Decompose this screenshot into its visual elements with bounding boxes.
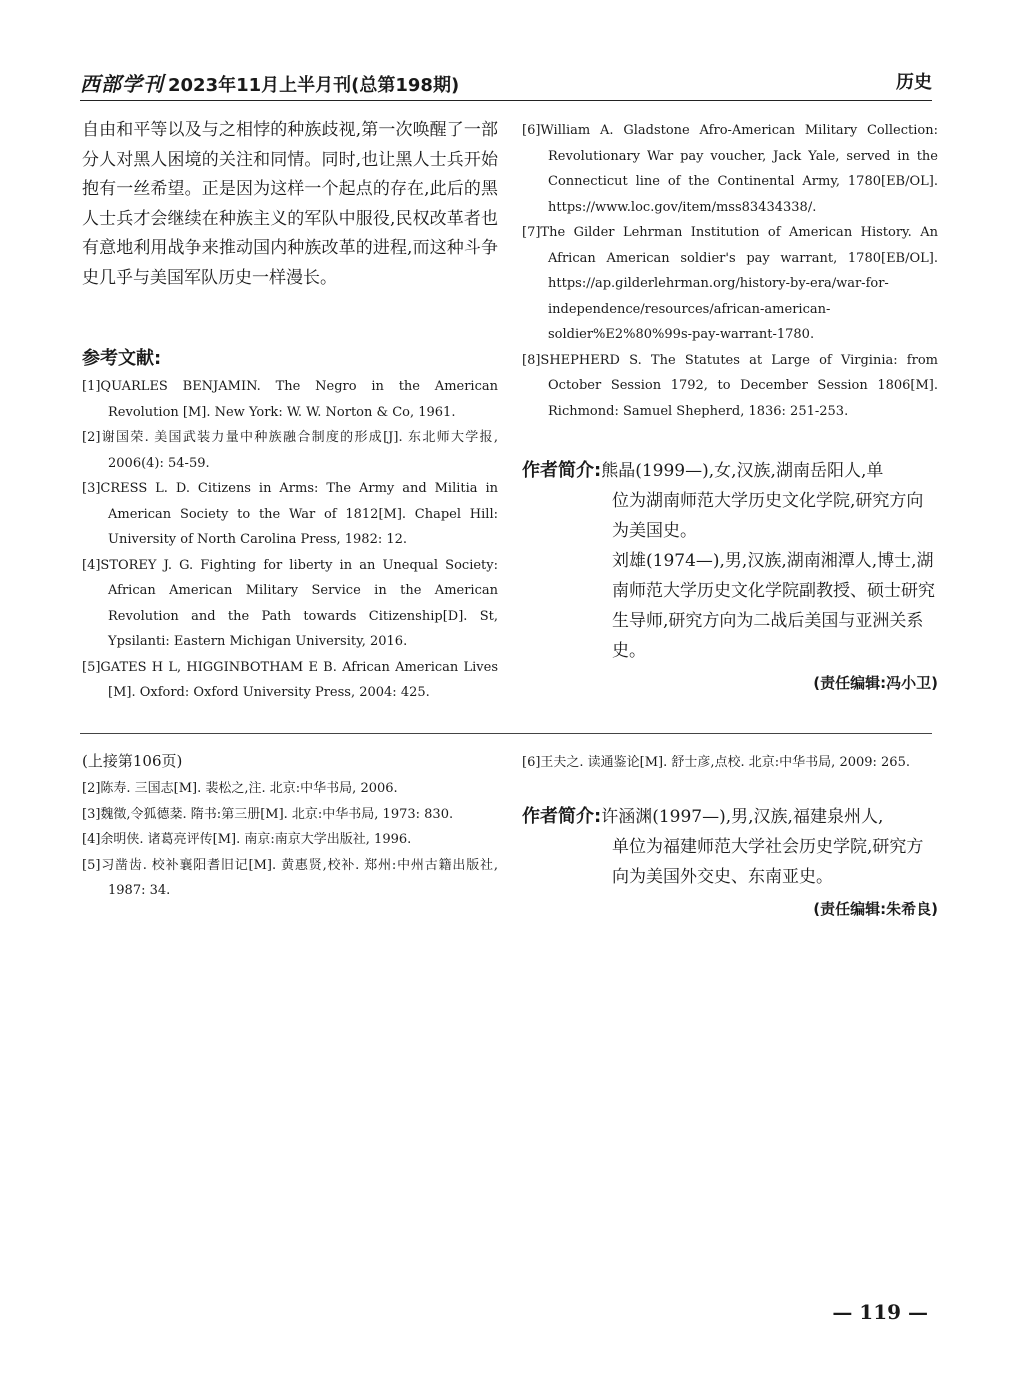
author-2-bio: 刘雄(1974—),男,汉族,湖南湘潭人,博士,湖南师范大学历史文化学院副教授、硕士研究生导师,研究方向为二战后美国与亚洲关系史。 xyxy=(612,551,935,661)
reference-item: [4]余明侠. 诸葛亮评传[M]. 南京:南京大学出版社, 1996. xyxy=(82,832,412,847)
page-header xyxy=(80,64,932,102)
references-list-right xyxy=(522,118,938,424)
author-1-bio xyxy=(522,456,938,666)
responsible-editor: (责任编辑:朱希良) xyxy=(813,900,938,918)
body-paragraph xyxy=(82,116,498,293)
references-list-left xyxy=(82,374,498,706)
body-text: 自由和平等以及与之相悖的种族歧视,第一次唤醒了一部分人对黑人困境的关注和同情。同时,也让黑人士兵开始抱有一丝希望。正是因为这样一个起点的存在,此后的黑人士兵才会继续在种族主义的军队中服役,民权改革者也有意地利用战争来推动国内种族改革的进程,而这种斗争史几乎与美国军队历史一样漫长。 xyxy=(82,120,498,288)
author-3-first-line: 许涵渊(1997—),男,汉族,福建泉州人, xyxy=(601,807,884,827)
journal-logo: 西部学刊 xyxy=(80,72,164,96)
issue-info: 2023年11月上半月刊(总第198期) xyxy=(168,75,460,96)
reference-item: [5]GATES H L, HIGGINBOTHAM E B. African American Lives [M]. Oxford: Oxford University Press, 2004: 425. xyxy=(82,659,498,700)
responsible-editor: (责任编辑:冯小卫) xyxy=(813,674,938,692)
reference-item: [2]谢国荣. 美国武装力量中种族融合制度的形成[J]. 东北师大学报, 2006(4): 54-59. xyxy=(82,430,498,471)
reference-item: [5]习凿齿. 校补襄阳耆旧记[M]. 黄惠贤,校补. 郑州:中州古籍出版社, 1987: 34. xyxy=(82,857,498,898)
author-1-first-line: 熊晶(1999—),女,汉族,湖南岳阳人,单 xyxy=(601,461,884,481)
author-bio-label: 作者简介: xyxy=(522,806,602,827)
reference-item: [6]王夫之. 读通鉴论[M]. 舒士彦,点校. 北京:中华书局, 2009: 265. xyxy=(522,755,910,770)
author-3-bio xyxy=(522,802,938,892)
author-bio-1 xyxy=(522,456,938,698)
reference-item: [2]陈寿. 三国志[M]. 裴松之,注. 北京:中华书局, 2006. xyxy=(82,781,398,796)
header-left xyxy=(80,68,459,97)
author-bio-2 xyxy=(522,802,938,924)
reference-item: [1]QUARLES BENJAMIN. The Negro in the American Revolution [M]. New York: W. W. Norton & Co, 1961. xyxy=(82,379,498,420)
reference-item: [3]魏徵,令狐德棻. 隋书:第三册[M]. 北京:中华书局, 1973: 830. xyxy=(82,806,454,822)
continuation-heading: (上接第106页) xyxy=(82,752,183,770)
page-number: — 119 — xyxy=(832,1300,928,1324)
continuation-references-right xyxy=(522,750,938,776)
author-bio-label: 作者简介: xyxy=(522,460,602,481)
reference-item: [3]CRESS L. D. Citizens in Arms: The Army and Militia in American Society to the War of 1812[M]. Chapel Hill: University of North Carolina Press, 1982: 12. xyxy=(82,481,498,547)
author-1-rest: 位为湖南师范大学历史文化学院,研究方向为美国史。 xyxy=(612,491,924,541)
reference-item: [4]STOREY J. G. Fighting for liberty in an Unequal Society: African American Military Service in the American Revolution and the Path towards Citizenship[D]. St, Ypsilanti: Eastern Michigan University, 2016. xyxy=(82,557,498,649)
author-3-rest: 单位为福建师范大学社会历史学院,研究方向为美国外交史、东南亚史。 xyxy=(612,837,924,887)
reference-item: [8]SHEPHERD S. The Statutes at Large of Virginia: from October Session 1792, to December Session 1806[M]. Richmond: Samuel Shepherd, 1836: 251-253. xyxy=(522,352,938,419)
references-heading: 参考文献: xyxy=(82,348,162,369)
reference-item: [7]The Gilder Lehrman Institution of American History. An African American soldier's pay warrant, 1780[EB/OL]. https://ap.gilderlehrman.org/history-by-era/war-for-independence/resources/african-american-soldier%E2%80%99s-pay-warrant-1780. xyxy=(522,225,938,342)
continuation-references-left xyxy=(82,776,498,904)
header-divider xyxy=(80,100,932,101)
section-divider xyxy=(80,733,932,734)
reference-item: [6]William A. Gladstone Afro-American Military Collection: Revolutionary War pay voucher, Jack Yale, served in the Connecticut line of the Continental Army, 1780[EB/OL]. https://www.loc.gov/item/mss83434338/. xyxy=(522,123,938,215)
section-name: 历史 xyxy=(896,72,932,93)
